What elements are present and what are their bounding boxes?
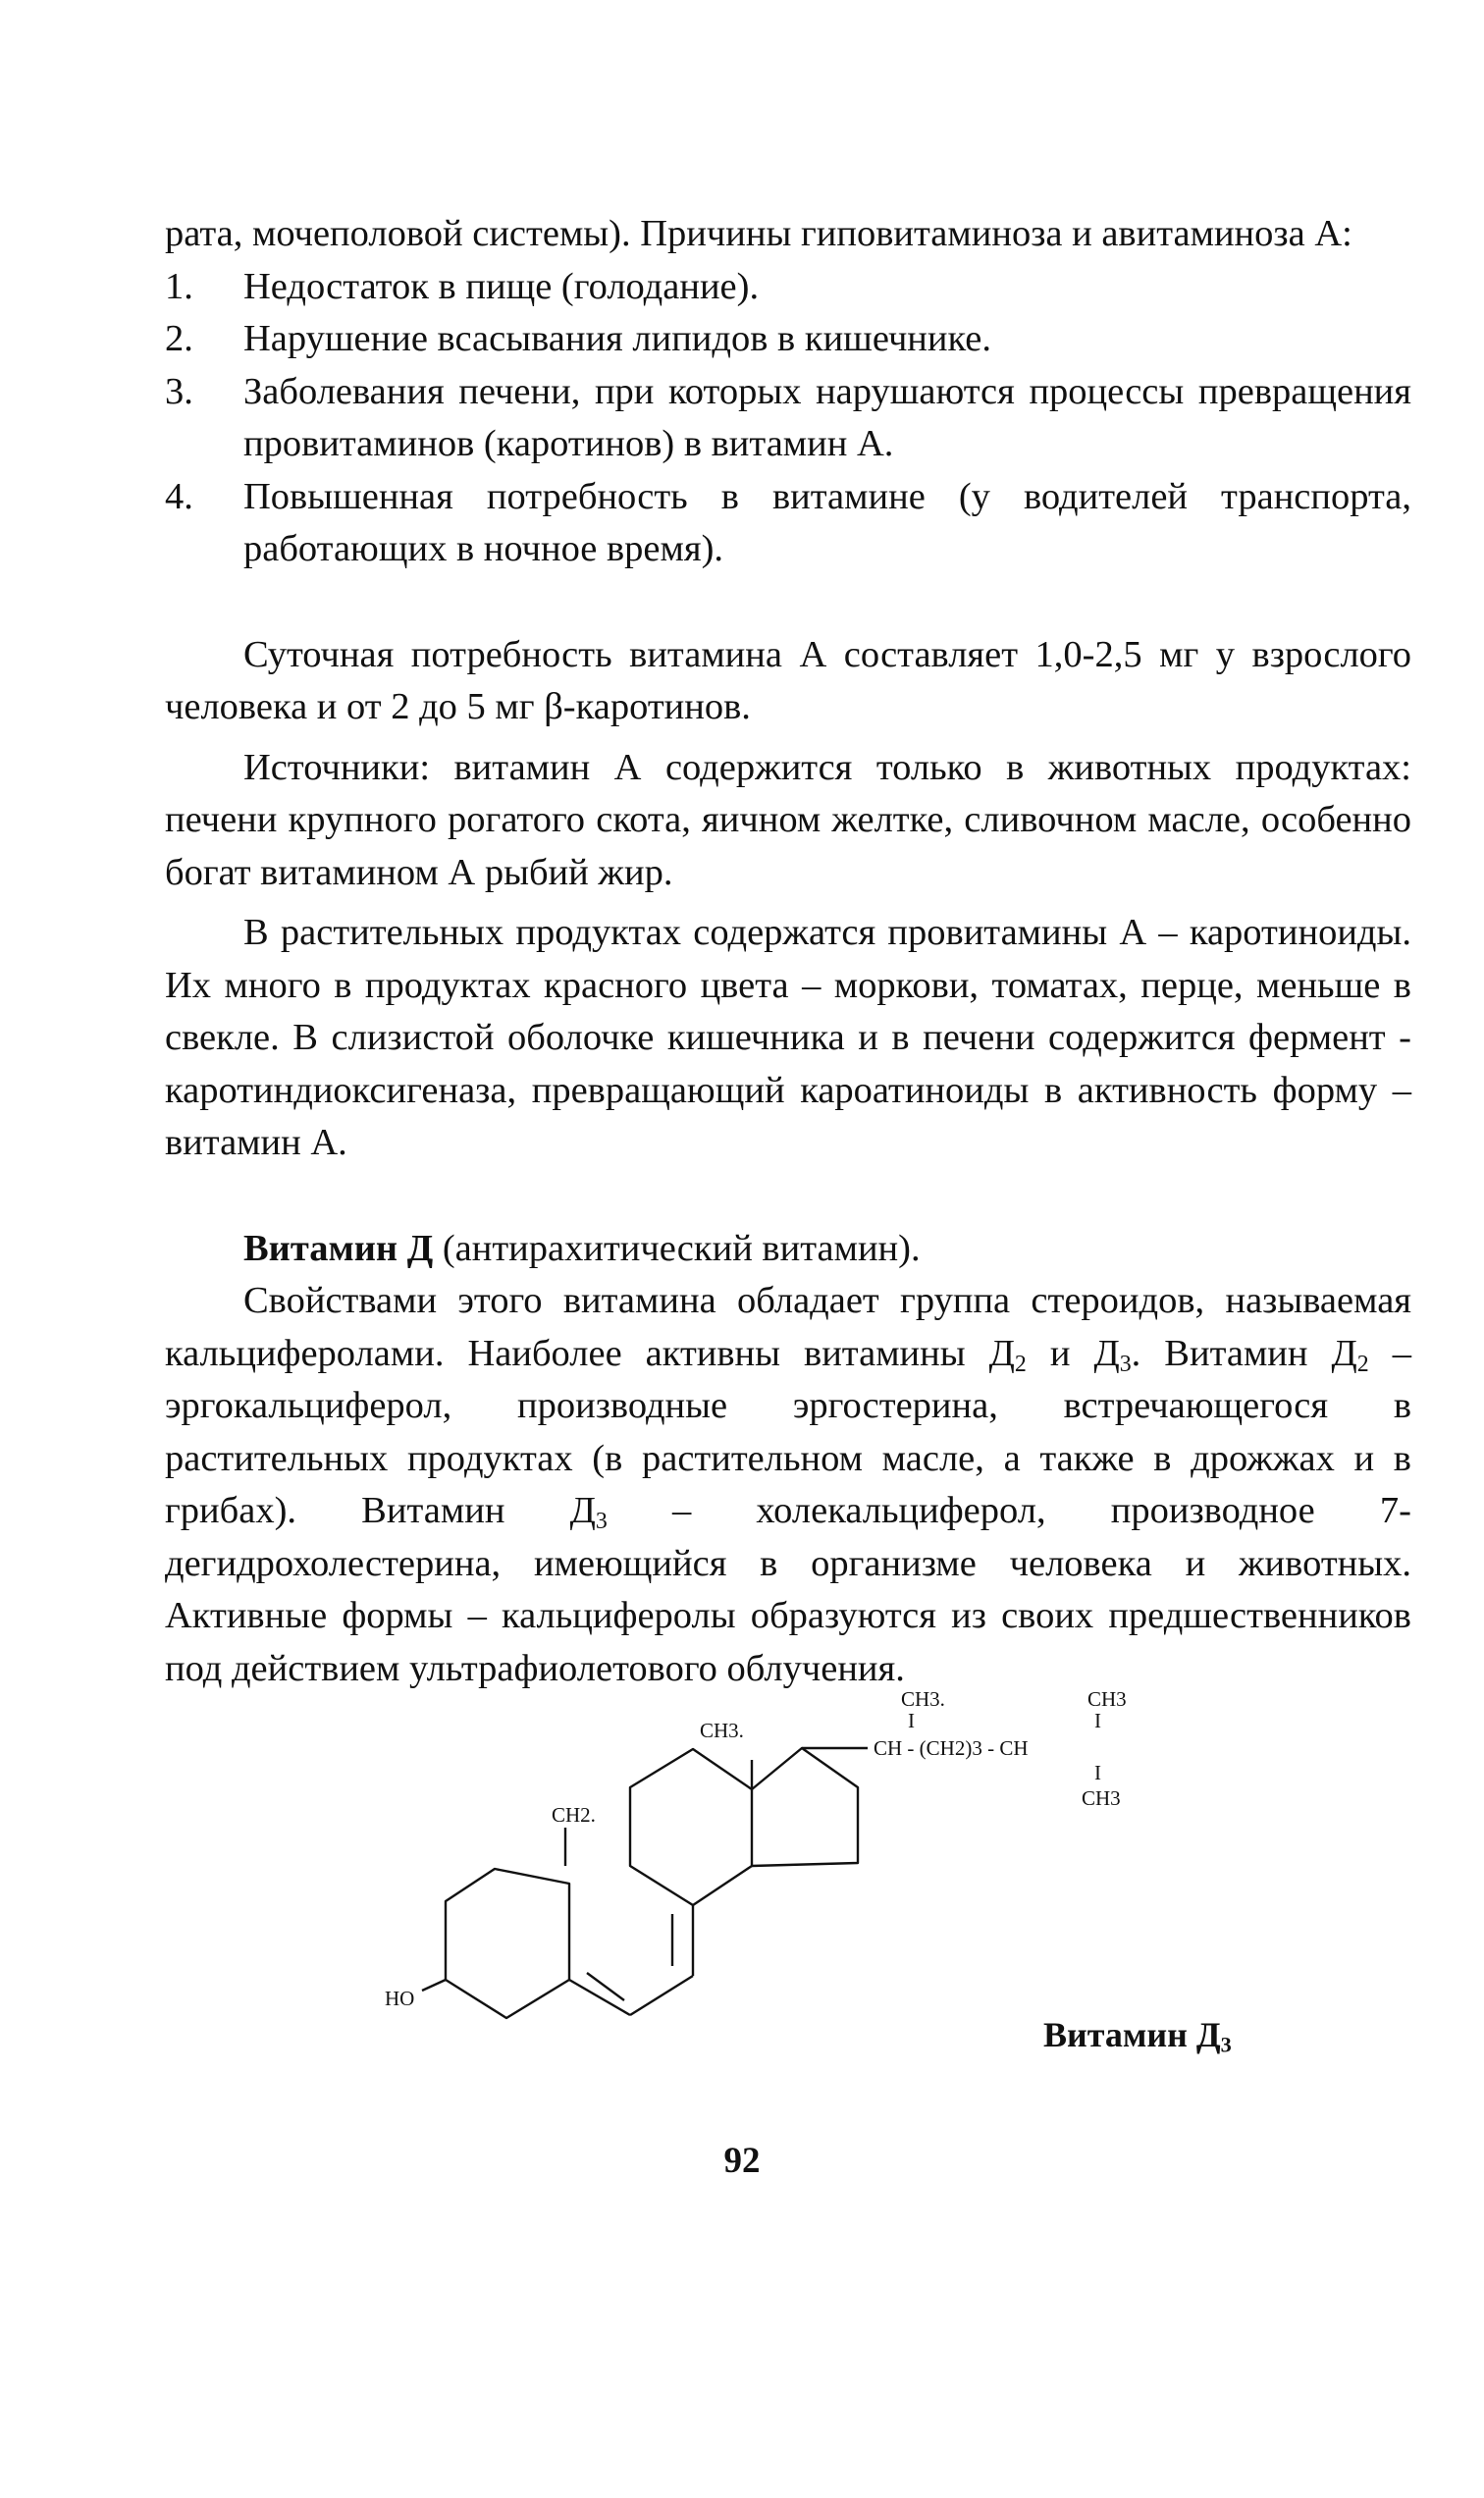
ch3-ring-label: CH3. [700,1719,744,1742]
daily-need-paragraph: Суточная потребность витамина А составляет 1,0-2,5 мг у взрослого человека и от 2 до 5 мг β-каротинов. [165,633,1411,727]
list-number: 1. [165,265,193,307]
list-number: 2. [165,318,193,359]
ch3-top-right-label: CH3 [1087,1687,1127,1711]
sources-paragraph: Источники: витамин А содержится только в животных продуктах: печени крупного рогатого скота, яичном желтке, сливочном масле, особенно богат витамином А рыбий жир. [165,746,1411,893]
subscript: 2 [1014,1351,1027,1377]
spacer [165,1170,1411,1223]
vitamin-letter: Д [1331,1332,1357,1374]
list-text: Повышенная потребность в витамине (у водителей транспорта, работающих в ночное время). [243,475,1411,569]
side-chain-label: CH - (CH2)3 - CH [874,1736,1029,1760]
caption-subscript: 3 [1220,2032,1232,2057]
paragraph-text: – эргокальциферол, производные эргостерина, встречающегося в растительных продуктах (в растительном масле, а также в дрожжах и в грибах). Витамин [165,1332,1411,1531]
structure-bonds [422,1748,868,2018]
list-number: 4. [165,475,193,517]
vitamin-d3-structure-diagram [373,1687,1158,2125]
structure-caption [1043,2014,1232,2055]
structure-labels [385,1687,1127,2010]
subscript: 3 [1119,1351,1132,1377]
spacer [165,734,1411,742]
subscript: 3 [595,1508,608,1534]
vitamin-d-heading: Витамин Д [243,1227,434,1269]
causes-list [165,261,1411,576]
list-number: 3. [165,370,193,412]
bond-bar: I [908,1709,915,1732]
vitamin-d-paragraph [165,1275,1411,1695]
list-item [165,471,1411,576]
vitamin-letter: Д [1093,1332,1120,1374]
ring-a [446,1869,569,2018]
paragraph-text: и [1026,1332,1094,1374]
list-text: Нарушение всасывания липидов в кишечнике. [243,318,991,359]
subscript: 2 [1356,1351,1369,1377]
paragraph-text: – холекальциферол, производное 7-дегидрохолестерина, имеющийся в организме человека и животных. Активные формы – кальциферолы образуются из своих предшественников под действием ультрафиолетового облучения. [165,1490,1411,1689]
list-item [165,313,1411,366]
ho-label: HO [385,1987,415,2010]
ring-d [752,1748,858,1866]
list-text: Недостаток в пище (голодание). [243,265,760,307]
bond-bar: I [1094,1709,1101,1732]
intro-paragraph: рата, мочеполовой системы). Причины гиповитаминоза и авитаминоза А: [165,213,1352,254]
text-block [165,208,1411,1695]
ch2-label: CH2. [552,1803,596,1827]
ch3-bottom-label: CH3 [1082,1786,1121,1810]
page-number: 92 [723,2141,761,2181]
caption-text: Витамин Д [1043,2015,1221,2054]
spacer [165,576,1411,629]
list-text: Заболевания печени, при которых нарушаются процессы превращения провитаминов (каротинов) в витамин А. [243,370,1411,464]
vitamin-d-heading-line [165,1223,1411,1276]
ch3-top-left-label: CH3. [901,1687,945,1711]
vitamin-letter: Д [569,1490,596,1531]
vitamin-letter: Д [988,1332,1015,1374]
vitamin-d-subtitle: (антирахитический витамин). [433,1227,921,1269]
plant-paragraph: В растительных продуктах содержатся провитамины А – каротиноиды. Их много в продуктах красного цвета – моркови, томатах, перце, меньше в свекле. В слизистой оболочке кишечника и в печени содержится фермент - каротиндиоксигеназа, превращающий кароатиноиды в активность форму – витамин А. [165,912,1411,1163]
ring-c [630,1749,752,1905]
bridge-bond [630,1976,693,2015]
bridge-double-bond [587,1973,624,2000]
ho-bond [422,1980,446,1991]
bond-bar: I [1094,1761,1101,1784]
paragraph-text: Свойствами этого витамина обладает группа стероидов, называемая кальциферолами. Наиболее активны витамины [165,1280,1411,1374]
paragraph-text: . Витамин [1131,1332,1332,1374]
spacer [165,899,1411,907]
list-item [165,366,1411,471]
list-item [165,261,1411,314]
